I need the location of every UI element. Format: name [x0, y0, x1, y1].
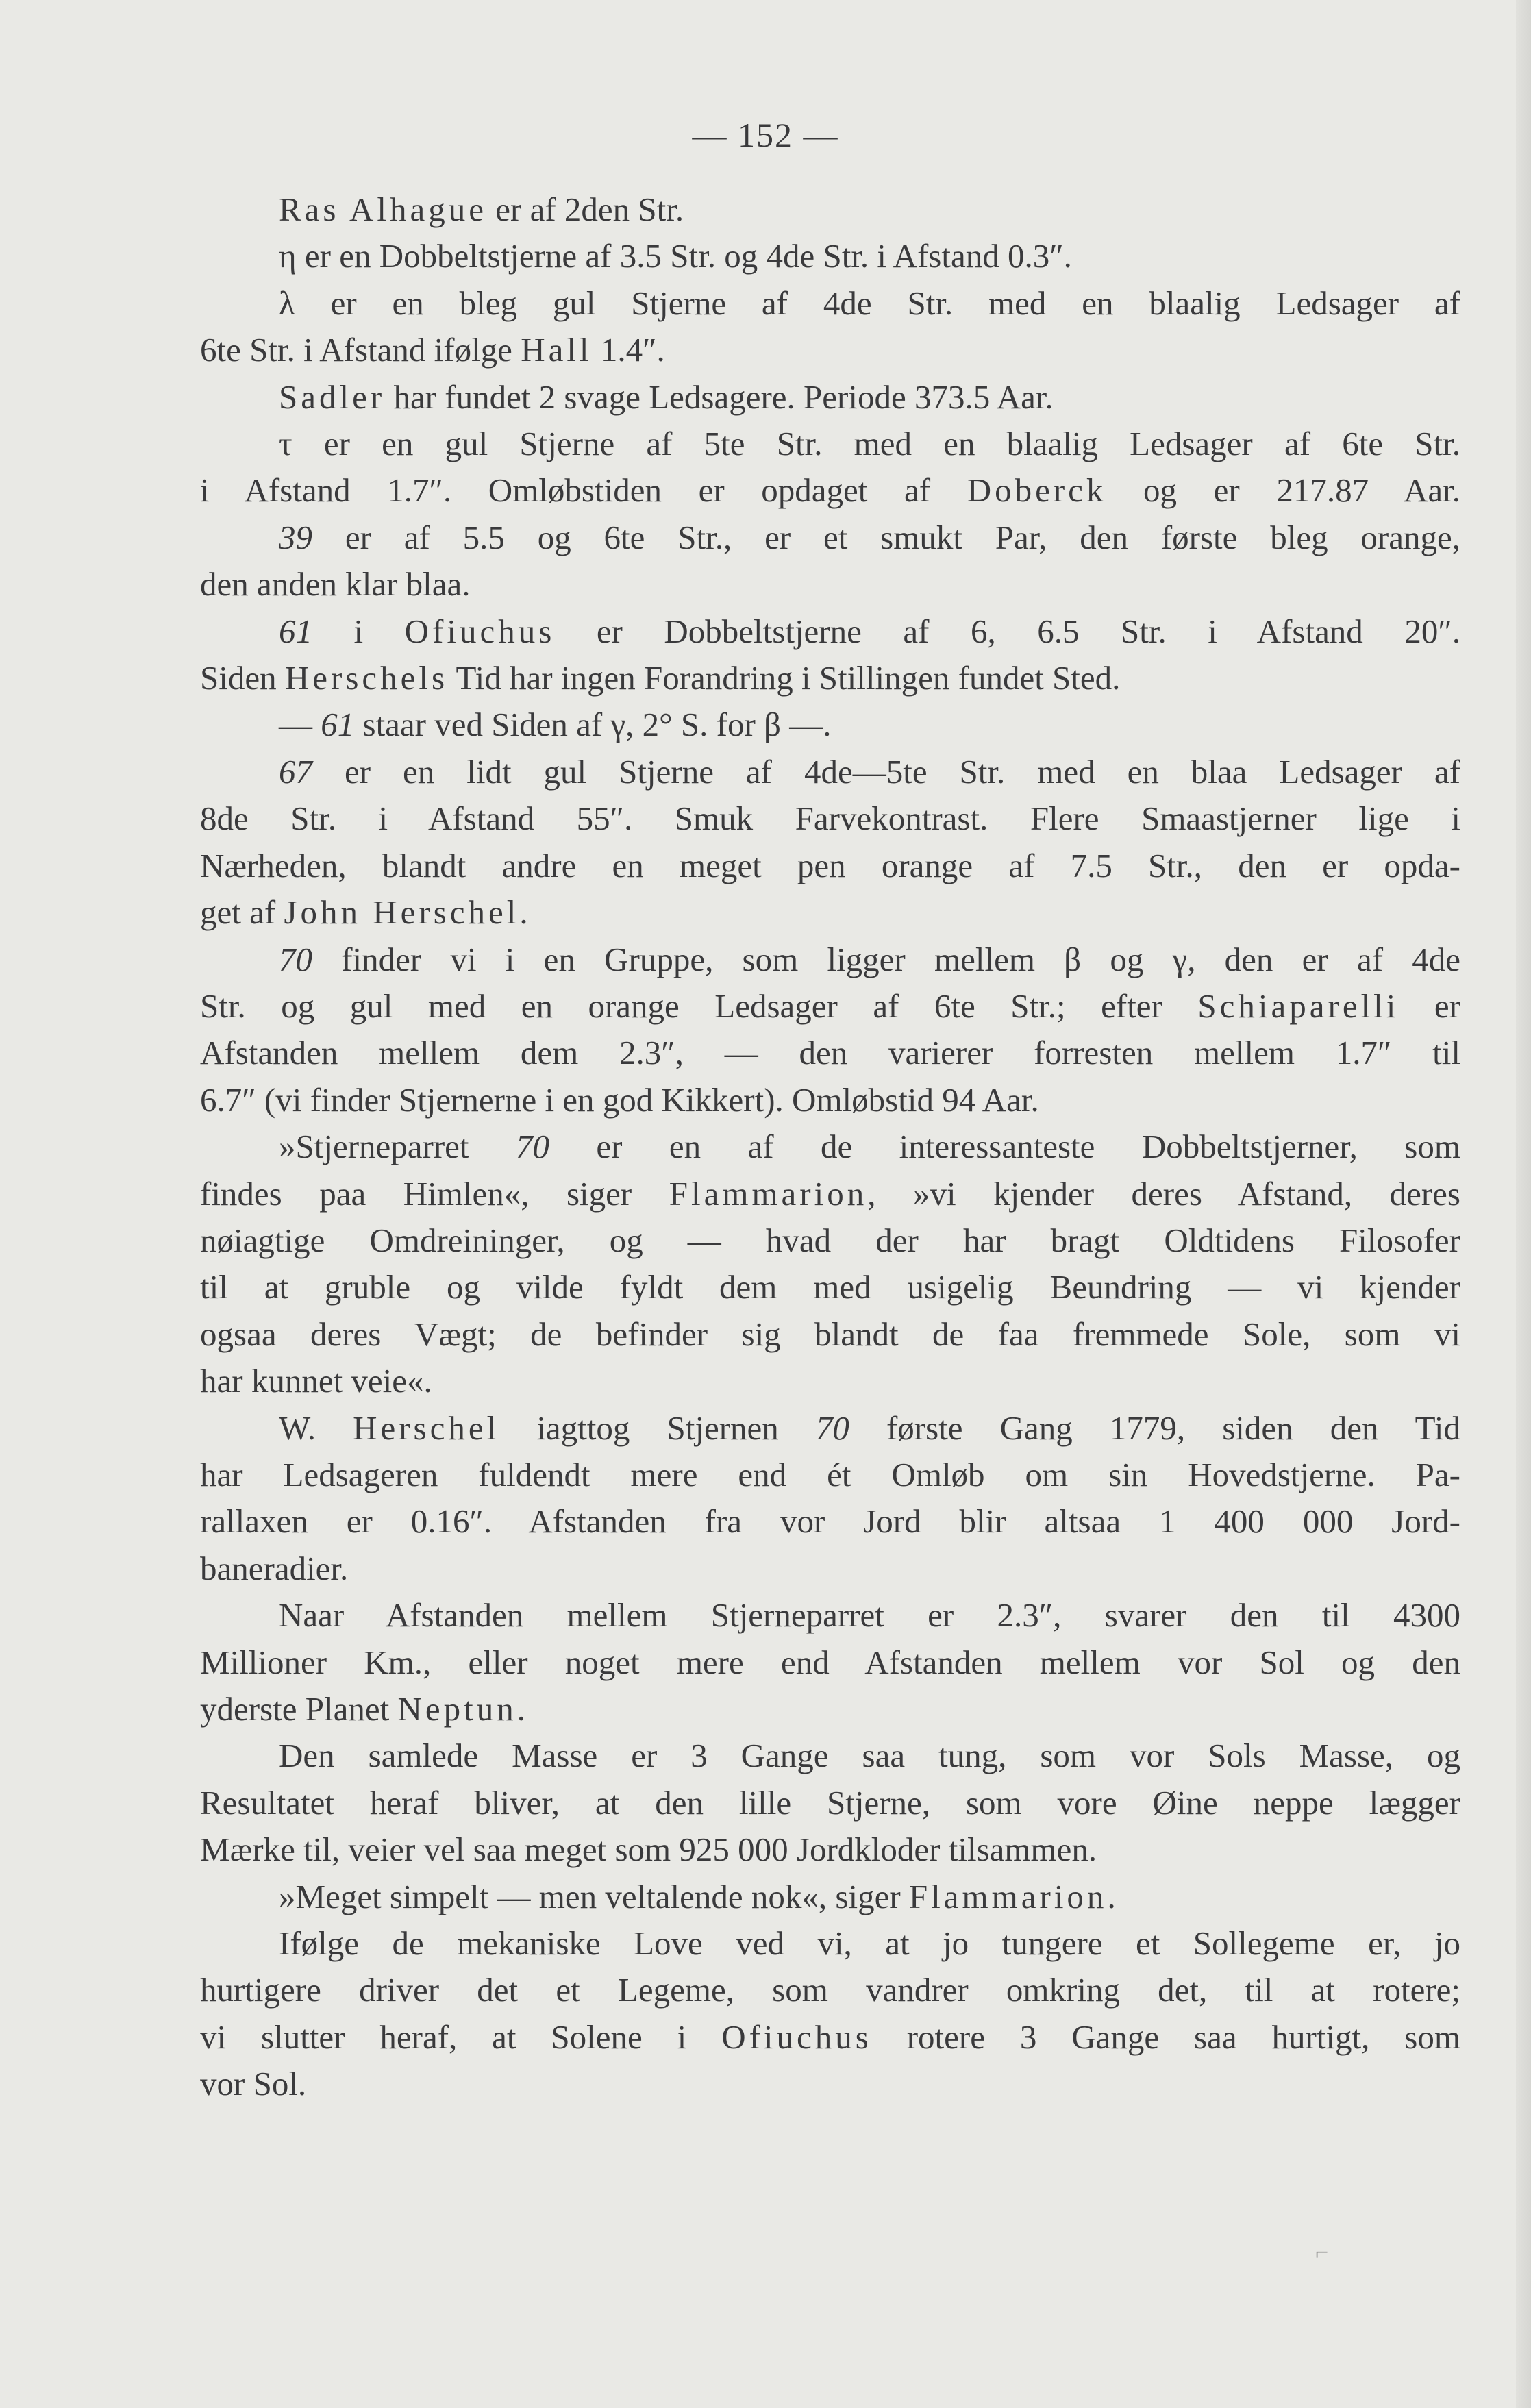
text-segment: og er 217.87 Aar. — [1106, 471, 1460, 510]
text-segment: τ er en gul Stjerne af 5te Str. med en blaalig Ledsager af 6te Str. — [279, 425, 1460, 463]
text-line — [200, 327, 1460, 373]
star-number: 61 — [279, 612, 312, 650]
body-text — [200, 186, 1460, 2108]
text-line — [200, 1498, 1460, 1545]
text-segment: finder vi i en Gruppe, som ligger mellem β og γ, den er af 4de — [312, 940, 1460, 978]
spaced-name: Doberck — [967, 471, 1107, 510]
text-segment: har kunnet veie«. — [200, 1362, 432, 1400]
star-number: 70 — [279, 940, 312, 978]
spaced-name: Hall — [521, 331, 593, 369]
text-segment: Ifølge de mekaniske Love ved vi, at jo tungere et Sollegeme er, jo — [279, 1924, 1460, 1963]
text-line — [200, 233, 1460, 280]
spaced-name: Flammarion — [908, 1877, 1108, 1915]
text-segment: er af 5.5 og 6te Str., er et smukt Par, den første bleg orange, — [312, 518, 1460, 556]
text-segment: er en lidt gul Stjerne af 4de—5te Str. med en blaa Ledsager af — [312, 752, 1460, 791]
text-line — [200, 1592, 1460, 1639]
text-line — [200, 561, 1460, 608]
text-segment: Resultatet heraf bliver, at den lille Stjerne, som vore Øine neppe lægger — [200, 1783, 1460, 1822]
text-segment: η er en Dobbeltstjerne af 3.5 Str. og 4de Str. i Afstand 0.3″. — [279, 237, 1072, 275]
text-segment: staar ved Siden af γ, 2° S. for β —. — [354, 706, 832, 744]
text-segment: »Stjerneparret — [279, 1128, 516, 1166]
text-segment: 8de Str. i Afstand 55″. Smuk Farvekontrast. Flere Smaastjerner lige i — [200, 799, 1460, 838]
text-line — [200, 1639, 1460, 1686]
text-line — [200, 1358, 1460, 1404]
spaced-name: Flammarion — [669, 1174, 868, 1213]
text-segment: 6te Str. i Afstand ifølge — [200, 331, 521, 369]
text-segment: i Afstand 1.7″. Omløbstiden er opdaget af — [200, 471, 967, 510]
star-number: 67 — [279, 752, 312, 791]
text-line — [200, 1171, 1460, 1217]
text-segment: er en af de interessanteste Dobbeltstjerner, som — [549, 1128, 1460, 1166]
text-segment: nøiagtige Omdreininger, og — hvad der har bragt Oldtidens Filosofer — [200, 1221, 1460, 1259]
text-segment: Nærheden, blandt andre en meget pen orange af 7.5 Str., den er opda- — [200, 846, 1460, 884]
text-segment: Afstanden mellem dem 2.3″, — den varierer forresten mellem 1.7″ til — [200, 1034, 1460, 1072]
text-segment: Str. og gul med en orange Ledsager af 6te Str.; efter — [200, 986, 1198, 1025]
text-segment: findes paa Himlen«, siger — [200, 1174, 669, 1213]
scan-mark: ⌐ — [1315, 2240, 1329, 2266]
text-segment: baneradier. — [200, 1549, 349, 1587]
text-line — [200, 749, 1460, 795]
text-line — [200, 608, 1460, 655]
star-number: 70 — [815, 1408, 849, 1447]
text-segment: — — [279, 706, 321, 744]
text-line — [200, 1077, 1460, 1124]
text-line — [200, 1920, 1460, 1967]
text-segment: Tid har ingen Forandring i Stillingen fundet Sted. — [448, 659, 1121, 697]
text-segment: Siden — [200, 659, 285, 697]
text-segment: den anden klar blaa. — [200, 565, 471, 604]
text-line — [200, 1967, 1460, 2013]
text-line — [200, 702, 1460, 748]
text-line — [200, 889, 1460, 936]
spaced-name: Sadler — [279, 377, 386, 416]
text-segment: 6.7″ (vi finder Stjernerne i en god Kikkert). Omløbstid 94 Aar. — [200, 1080, 1039, 1119]
spaced-name: Ofiuchus — [721, 2018, 872, 2056]
text-segment: »Meget simpelt — men veltalende nok«, siger — [279, 1877, 909, 1915]
text-line — [200, 843, 1460, 889]
text-line — [200, 280, 1460, 327]
text-segment: har Ledsageren fuldendt mere end ét Omløb om sin Hovedstjerne. Pa- — [200, 1455, 1460, 1493]
text-segment: vi slutter heraf, at Solene i — [200, 2018, 722, 2056]
text-segment: er af 2den Str. — [487, 190, 684, 228]
text-segment: ogsaa deres Vægt; de befinder sig blandt de faa fremmede Sole, som vi — [200, 1315, 1460, 1353]
text-segment: Den samlede Masse er 3 Gange saa tung, som vor Sols Masse, og — [279, 1737, 1460, 1775]
star-number: 61 — [321, 706, 355, 744]
text-line — [200, 467, 1460, 514]
text-segment: . — [519, 893, 528, 932]
text-segment: . — [1107, 1877, 1116, 1915]
text-segment: er Dobbeltstjerne af 6, 6.5 Str. i Afstand 20″. — [555, 612, 1460, 650]
spaced-name: Herschel — [353, 1408, 500, 1447]
text-line — [200, 1405, 1460, 1452]
page-number: — 152 — — [692, 116, 839, 154]
text-line — [200, 1780, 1460, 1826]
text-segment: . — [516, 1690, 525, 1728]
text-line — [200, 186, 1460, 233]
text-line — [200, 1686, 1460, 1733]
text-line — [200, 374, 1460, 421]
text-segment: W. — [279, 1408, 353, 1447]
text-segment: rotere 3 Gange saa hurtigt, som — [871, 2018, 1460, 2056]
text-segment: til at gruble og vilde fyldt dem med usigelig Beundring — vi kjender — [200, 1268, 1460, 1306]
text-segment: yderste Planet — [200, 1690, 398, 1728]
text-segment: Naar Afstanden mellem Stjerneparret er 2.3″, svarer den til 4300 — [279, 1596, 1460, 1635]
text-segment: get af — [200, 893, 284, 932]
text-line — [200, 1826, 1460, 1873]
text-segment: 1.4″. — [592, 331, 665, 369]
spaced-name: Schiaparelli — [1197, 986, 1399, 1025]
text-line — [200, 1217, 1460, 1264]
text-segment: λ er en bleg gul Stjerne af 4de Str. med en blaalig Ledsager af — [279, 284, 1460, 322]
spaced-name: Herschels — [284, 659, 449, 697]
text-segment: har fundet 2 svage Ledsagere. Periode 373.5 Aar. — [385, 377, 1054, 416]
text-line — [200, 1124, 1460, 1170]
spaced-name: Ras Alhague — [279, 190, 488, 228]
text-line — [200, 1311, 1460, 1358]
text-segment: hurtigere driver det et Legeme, som vandrer omkring det, til at rotere; — [200, 1971, 1460, 2009]
text-line — [200, 983, 1460, 1030]
text-segment: rallaxen er 0.16″. Afstanden fra vor Jord blir altsaa 1 400 000 Jord- — [200, 1502, 1460, 1541]
text-segment: iagttog Stjernen — [499, 1408, 816, 1447]
text-line — [200, 1733, 1460, 1779]
text-segment: første Gang 1779, siden den Tid — [849, 1408, 1460, 1447]
spaced-name: Neptun — [397, 1690, 517, 1728]
text-line — [200, 2061, 1460, 2107]
text-segment: er — [1399, 986, 1460, 1025]
text-line — [200, 1452, 1460, 1498]
text-line — [200, 936, 1460, 983]
text-line — [200, 1030, 1460, 1076]
star-number: 39 — [279, 518, 312, 556]
text-line — [200, 1264, 1460, 1311]
text-line — [200, 2014, 1460, 2061]
page-edge — [1516, 0, 1531, 2408]
text-line — [200, 1874, 1460, 1920]
text-segment: vor Sol. — [200, 2065, 307, 2103]
text-line — [200, 514, 1460, 561]
spaced-name: Ofiuchus — [404, 612, 556, 650]
text-line — [200, 421, 1460, 467]
text-line — [200, 1546, 1460, 1592]
text-segment: , »vi kjender deres Afstand, deres — [867, 1174, 1460, 1213]
text-segment: i — [312, 612, 405, 650]
text-line — [200, 795, 1460, 842]
star-number: 70 — [515, 1128, 549, 1166]
text-segment: Millioner Km., eller noget mere end Afstanden mellem vor Sol og den — [200, 1643, 1460, 1681]
spaced-name: John Herschel — [284, 893, 520, 932]
text-line — [200, 655, 1460, 702]
text-segment: Mærke til, veier vel saa meget som 925 000 Jordkloder tilsammen. — [200, 1830, 1097, 1869]
